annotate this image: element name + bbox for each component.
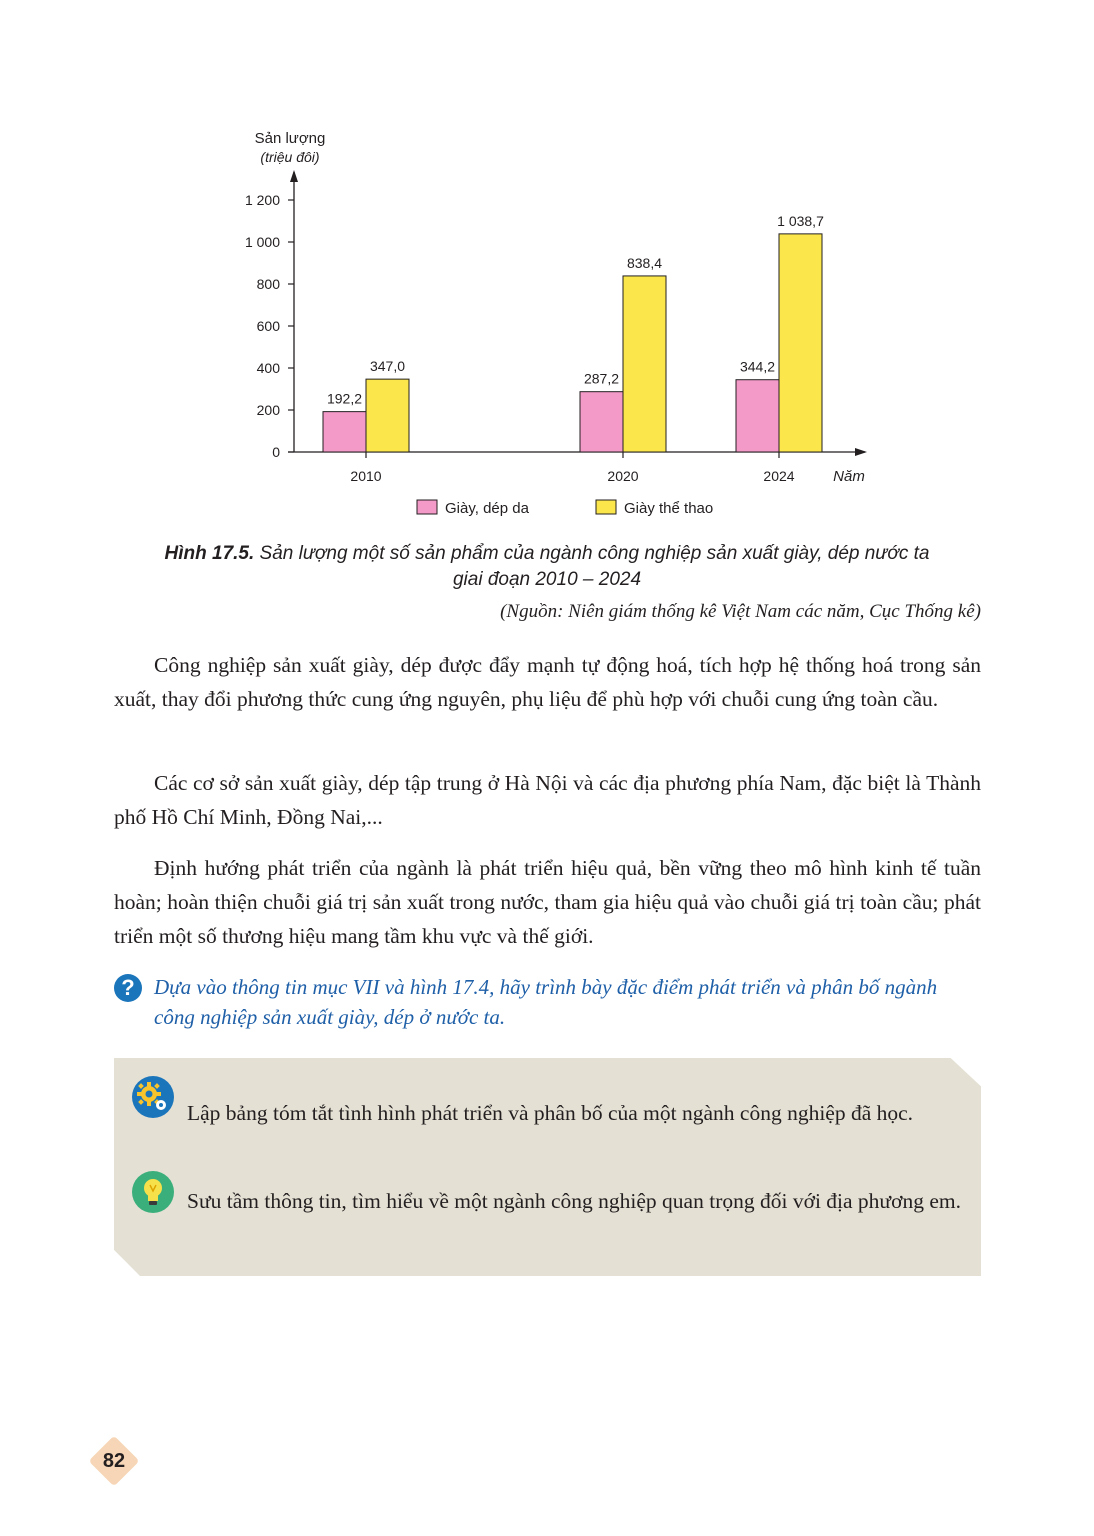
page-number-text: 82 xyxy=(102,1450,126,1472)
legend-label: Giày thể thao xyxy=(624,500,714,517)
y-tick-label: 400 xyxy=(256,360,280,376)
y-axis-title: Sản lượng xyxy=(254,130,326,147)
data-label: 347,0 xyxy=(369,358,406,375)
chart-labels xyxy=(327,213,824,407)
y-tick-label: 800 xyxy=(256,276,280,292)
question-text: Dựa vào thông tin mục VII và hình 17.4, hãy trình bày đặc điểm phát triển và phân bố ngành công nghiệp sản xuất giày, dép ở nước ta. xyxy=(154,975,938,1029)
legend-label: Giày, dép da xyxy=(445,500,529,517)
page-number xyxy=(93,1440,135,1482)
y-tick-label: 1 200 xyxy=(244,192,280,208)
y-axis-arrow xyxy=(290,170,298,182)
x-tick-label: 2020 xyxy=(607,468,639,484)
data-label: 287,2 xyxy=(583,370,620,387)
legend-swatch xyxy=(596,500,616,514)
x-axis-arrow xyxy=(855,448,867,456)
y-axis-unit: (triệu đôi) xyxy=(260,149,320,165)
activity-1-text: Lập bảng tóm tắt tình hình phát triển và phân bố của một ngành công nghiệp đã học. xyxy=(187,1101,914,1125)
activity-box xyxy=(114,1058,981,1276)
figure-source: (Nguồn: Niên giám thống kê Việt Nam các năm, Cục Thống kê) xyxy=(500,601,981,622)
paragraph-2: Các cơ sở sản xuất giày, dép tập trung ở Hà Nội và các địa phương phía Nam, đặc biệt là Thành phố Hồ Chí Minh, Đồng Nai,... xyxy=(114,771,981,829)
x-axis-title: Năm xyxy=(833,468,865,485)
lightbulb-icon xyxy=(132,1171,174,1213)
activity-2-text: Sưu tầm thông tin, tìm hiểu về một ngành công nghiệp quan trọng đối với địa phương em. xyxy=(187,1189,961,1213)
bar-chart xyxy=(0,0,1094,540)
data-label: 344,2 xyxy=(739,358,776,375)
bar xyxy=(736,380,779,452)
y-tick-label: 600 xyxy=(256,318,280,334)
x-tick-label: 2010 xyxy=(350,468,382,484)
gear-icon xyxy=(132,1076,174,1118)
y-tick-label: 1 000 xyxy=(244,234,280,250)
bar xyxy=(623,276,666,452)
figure-caption xyxy=(150,541,944,593)
caption-text: Sản lượng một số sản phẩm của ngành công nghiệp sản xuất giày, dép nước ta giai đoạn 2010 – 2024 xyxy=(259,543,930,590)
y-tick-label: 200 xyxy=(256,402,280,418)
data-label: 838,4 xyxy=(626,254,663,271)
data-label: 192,2 xyxy=(326,390,363,407)
y-tick-label: 0 xyxy=(272,444,280,460)
paragraph-3: Định hướng phát triển của ngành là phát triển hiệu quả, bền vững theo mô hình kinh tế tuần hoàn; hoàn thiện chuỗi giá trị sản xuất trong nước, tham gia hiệu quả vào chuỗi giá trị toàn cầu; phát triển một số thương hiệu mang tầm khu vực và thế giới. xyxy=(114,856,981,948)
caption-label: Hình 17.5. xyxy=(164,543,255,564)
question-block xyxy=(114,972,981,1032)
legend-swatch xyxy=(417,500,437,514)
x-tick-label: 2024 xyxy=(763,468,795,484)
bar xyxy=(323,412,366,452)
bar xyxy=(580,392,623,452)
question-icon: ? xyxy=(114,974,142,1002)
chart-bars xyxy=(323,234,822,452)
bar xyxy=(366,379,409,452)
bar xyxy=(779,234,822,452)
data-label: 1 038,7 xyxy=(777,212,824,229)
chart-legend xyxy=(417,500,713,517)
paragraph-1: Công nghiệp sản xuất giày, dép được đẩy mạnh tự động hoá, tích hợp hệ thống hoá trong sản xuất, thay đổi phương thức cung ứng nguyên, phụ liệu để phù hợp với chuỗi cung ứng toàn cầu. xyxy=(114,653,981,711)
